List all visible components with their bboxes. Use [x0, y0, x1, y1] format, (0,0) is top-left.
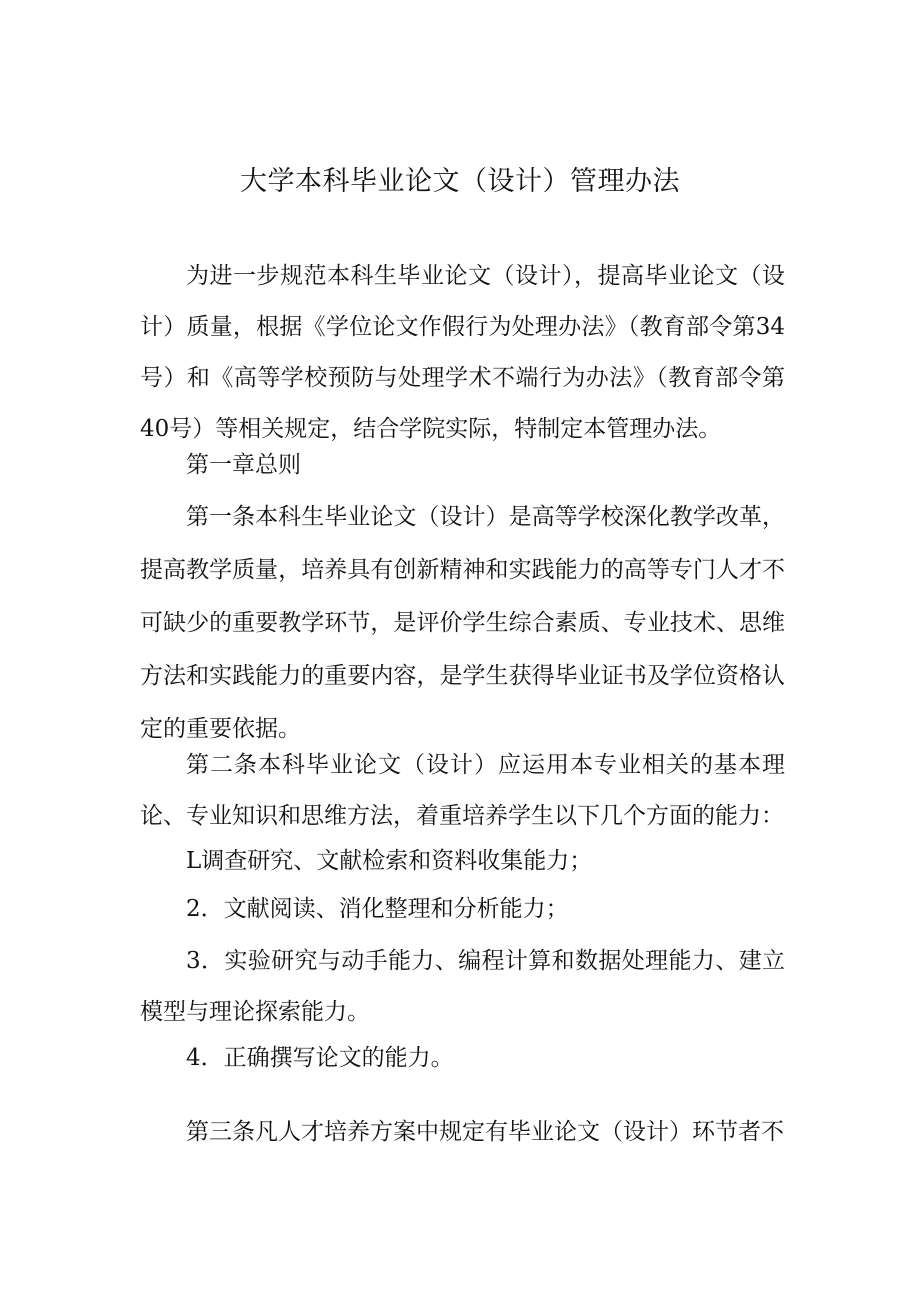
article-2-paragraph: 第二条本科毕业论文（设计）应运用本专业相关的基本理论、专业知识和思维方法，着重培养学生以下几个方面的能力： [140, 752, 785, 829]
ability-item-4: 4．正确撰写论文的能力。 [186, 1045, 454, 1071]
chapter-heading: 第一章总则 [186, 452, 301, 478]
article-1-paragraph: 第一条本科生毕业论文（设计）是高等学校深化教学改革，提高教学质量，培养具有创新精神和实践能力的高等专门人才不可缺少的重要教学环节，是评价学生综合素质、专业技术、思维方法和实践能力的重要内容，是学生获得毕业证书及学位资格认定的重要依据。 [140, 504, 785, 742]
document-title: 大学本科毕业论文（设计）管理办法 [240, 166, 680, 197]
ability-item-3: 3．实验研究与动手能力、编程计算和数据处理能力、建立模型与理论探索能力。 [140, 948, 785, 1025]
intro-paragraph: 为进一步规范本科生毕业论文（设计），提高毕业论文（设计）质量，根据《学位论文作假行为处理办法》（教育部令第34号）和《高等学校预防与处理学术不端行为办法》（教育部令第40号）等相关规定，结合学院实际，特制定本管理办法。 [140, 263, 785, 442]
ability-item-1: L调查研究、文献检索和资料收集能力； [186, 848, 593, 874]
article-3-paragraph: 第三条凡人才培养方案中规定有毕业论文（设计）环节者不 [186, 1119, 784, 1145]
ability-item-2: 2．文献阅读、消化整理和分析能力； [186, 896, 569, 922]
